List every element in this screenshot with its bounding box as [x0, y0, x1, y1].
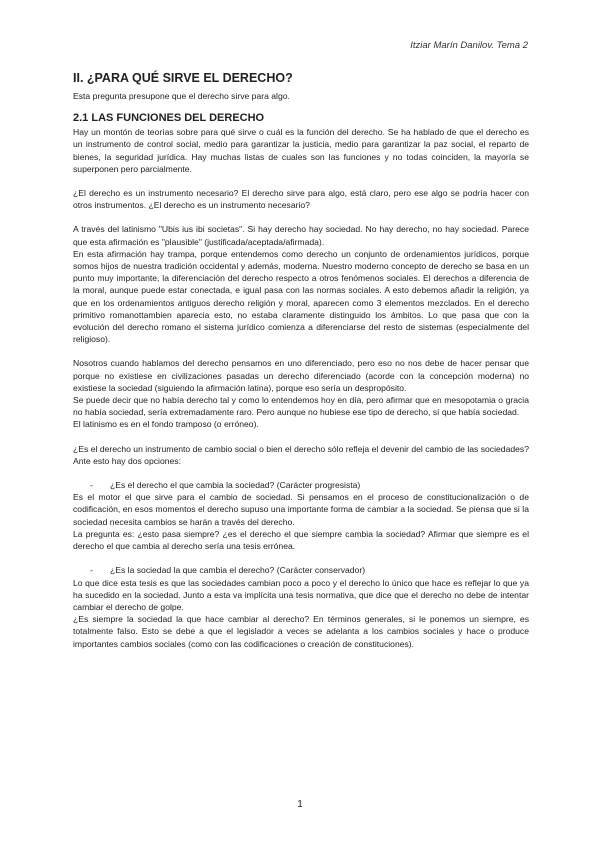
paragraph: Lo que dice esta tesis es que las sociedades cambian poco a poco y el derecho lo único que hace es reflejar lo que ya ha sucedido en la sociedad. Junto a esta va implícita una tesis normativa, que dice que el derecho no debe de intentar cambiar el derecho de golpe.: [73, 577, 529, 612]
chapter-title: II. ¿PARA QUÉ SIRVE EL DERECHO?: [73, 71, 293, 85]
bullet-marker: -: [90, 565, 93, 576]
paragraph: La pregunta es: ¿esto pasa siempre? ¿es el derecho el que siempre cambia la sociedad? Afirmar que siempre es el derecho el que cambia al derecho sería una tesis errónea.: [73, 528, 529, 552]
chapter-subtitle: Esta pregunta presupone que el derecho sirve para algo.: [73, 91, 290, 101]
list-item-text: ¿Es el derecho el que cambia la sociedad? (Carácter progresista): [110, 480, 361, 491]
section-heading: 2.1 LAS FUNCIONES DEL DERECHO: [73, 112, 265, 125]
paragraph: ¿Es siempre la sociedad la que hace cambiar al derecho? En términos generales, si le ponemos un siempre, es totalmente falso. Esto se debe a que el legislador a veces se adelanta a los cambios sociales y hace o produce importantes cambios sociales (como con las codificaciones o creación de constituciones).: [73, 614, 529, 649]
paragraph: El latinismo es en el fondo tramposo (o erróneo).: [73, 419, 259, 430]
page-number: 1: [297, 799, 303, 810]
paragraph: A través del latinismo "Ubis ius ibi societas". Si hay derecho hay sociedad. No hay derecho, no hay sociedad. Parece que esta afirmación es "plausible" (justificada/aceptada/afirmada).: [73, 224, 529, 247]
paragraph: Se puede decir que no había derecho tal y como lo entendemos hoy en día, pero afirmar que en mesopotamia o gracia no había sociedad, sería extremadamente raro. Pero aunque no hubiese ese tipo de derecho, sí que había sociedad.: [73, 395, 529, 418]
paragraph: Es el motor el que sirve para el cambio de sociedad. Si pensamos en el proceso de constitucionalización o de codificación, en esos momentos el derecho supuso una importante forma de cambiar a la sociedad. Se piensa que si la sociedad necesita cambios se harán a través del derecho.: [73, 492, 529, 527]
bullet-marker: -: [90, 480, 93, 491]
paragraph: Nosotros cuando hablamos del derecho pensamos en uno diferenciado, pero eso no nos debe de hacer pensar que porque no existiese en civilizaciones pasadas un derecho diferenciado (acorde con la concepción moderna) no existiese la sociedad (siguiendo la afirmación latina), porque eso sería un despropósito.: [73, 358, 529, 393]
paragraph: ¿El derecho es un instrumento necesario? El derecho sirve para algo, está claro, pero ese algo se podría hacer con otros instrumentos. ¿El derecho es un instrumento necesario?: [73, 188, 529, 211]
paragraph: En esta afirmación hay trampa, porque entendemos como derecho un conjunto de ordenamientos jurídicos, porque somos hijos de nuestra tradición occidental y además, moderna. Nuestro moderno concepto de derecho se basa en un punto muy importante, la diferenciación del derecho respecto a otros fenómenos sociales. El derechos a diferencia de la moral, aunque puede estar conectada, e igual pasa con las normas sociales. A esto debemos añadir la religión, ya que en los ordenamientos antiguos derecho religión y moral, aparecen como 3 elementos mezclados. En el derecho primitivo romanottambien aparecia esto, no estaba claramente distinguido los ámbitos. Lo que pasa que con la evolución del derecho romano el sistema jurídico comienza a diferenciarse del resto de sistemas (especialmente del religioso).: [73, 248, 529, 345]
page-header: Itziar Marín Danilov. Tema 2: [410, 40, 528, 51]
document-body: [73, 71, 529, 650]
paragraph: ¿Es el derecho un instrumento de cambio social o bien el derecho sólo refleja el devenir del cambio de las sociedades? Ante esto hay dos opciones:: [73, 443, 529, 466]
list-item: [73, 564, 529, 576]
list-item: [73, 479, 529, 491]
list-item-text: ¿Es la sociedad la que cambia el derecho? (Carácter conservador): [110, 565, 366, 576]
paragraph: Hay un montón de teorías sobre para qué sirve o cuál es la función del derecho. Se ha hablado de que el derecho es un instrumento de control social, medio para garantizar la justicia, medio para garantizar la paz social, el reparto de bienes, la seguridad jurídica. Hay muchas listas de cuales son las funciones y no todas coinciden, la mayoría se superponen pero parcialmente.: [73, 127, 529, 174]
